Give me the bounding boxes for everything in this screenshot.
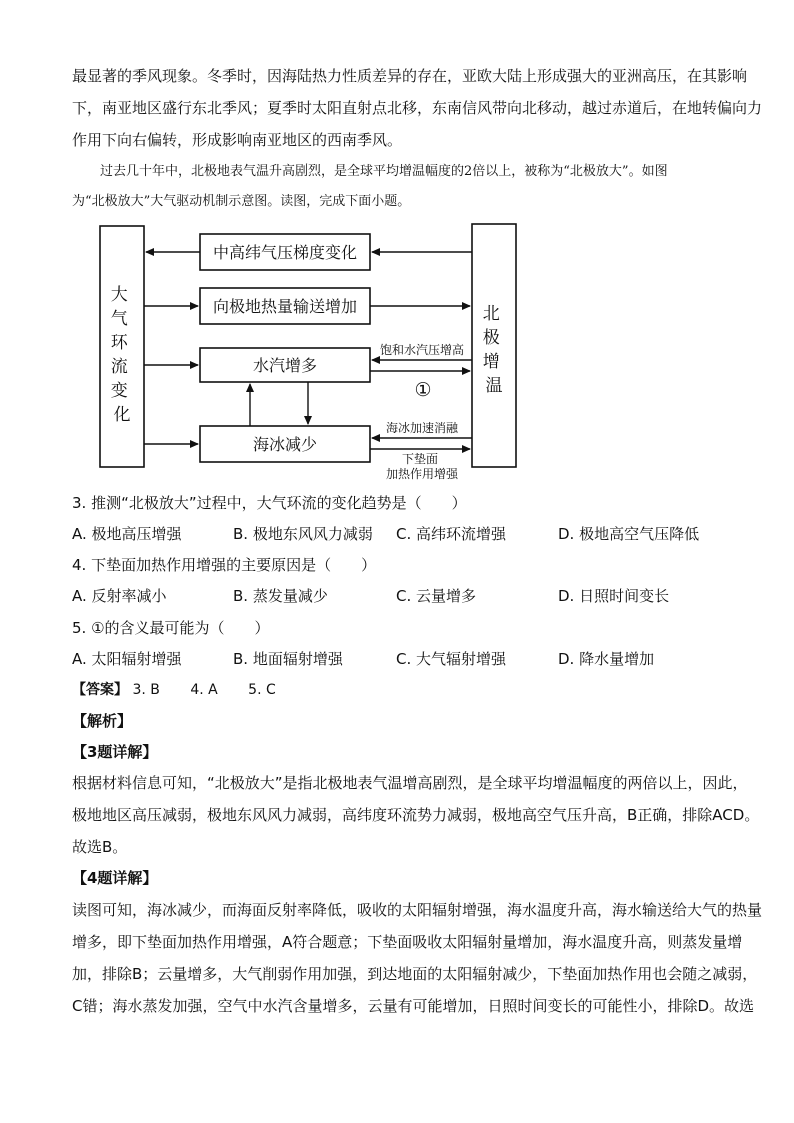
question-3-option-d: D. 极地高空气压降低 [558,525,700,543]
analysis-label: 【解析】 [72,712,133,730]
question-3-option-b: B. 极地东风风力减弱 [233,525,373,543]
heat-transport-label: 向极地热量输送增加 [212,297,358,316]
answer-5: 5. C [248,682,276,698]
arctic-warming-label: 北 极 增 温 [482,304,503,396]
question-5-option-d: D. 降水量增加 [558,650,655,668]
water-vapor-label: 水汽增多 [252,356,318,375]
arctic-amplification-diagram [0,220,794,480]
detail-3-title: 【3题详解】 [72,743,158,761]
question-3-stem: 3. 推测“北极放大”过程中，大气环流的变化趋势是（ ） [72,494,467,512]
label-surface-2: 加热作用增强 [385,467,459,480]
answer-3: 3. B [132,682,160,698]
detail-3-line-1: 根据材料信息可知，“北极放大”是指北极地表气温增高剧烈，是全球平均增温幅度的两倍以上，因此， [72,774,748,792]
intro-line-3: 作用下向右偏转，形成影响南亚地区的西南季风。 [72,131,403,149]
material-line-2: 为“北极放大”大气驱动机制示意图。读图，完成下面小题。 [72,194,411,209]
label-circle-one: ① [414,379,432,401]
question-3-option-c: C. 高纬环流增强 [396,525,507,543]
question-4-stem: 4. 下垫面加热作用增强的主要原因是（ ） [72,556,377,574]
label-surface-1: 下垫面 [401,452,439,466]
question-5-option-a: A. 太阳辐射增强 [72,650,182,668]
question-5-stem: 5. ①的含义最可能为（ ） [72,619,270,637]
label-ice-melt: 海冰加速消融 [385,421,459,435]
intro-line-1: 最显著的季风现象。冬季时，因海陆热力性质差异的存在，亚欧大陆上形成强大的亚洲高压，在其影响 [72,67,748,85]
question-5-option-b: B. 地面辐射增强 [233,650,343,668]
sea-ice-label: 海冰减少 [252,435,318,454]
answer-line [72,680,276,700]
detail-4-line-3: 加，排除B；云量增多，大气削弱作用加强，到达地面的太阳辐射减少，下垫面加热作用也会随之减弱， [72,965,758,983]
question-4-option-c: C. 云量增多 [396,587,477,605]
pressure-gradient-label: 中高纬气压梯度变化 [212,243,358,262]
answer-label: 【答案】 [72,682,128,698]
answer-4: 4. A [190,682,218,698]
question-5-option-c: C. 大气辐射增强 [396,650,507,668]
atmospheric-circulation-label: 大 气 环 流 变 化 [110,285,131,425]
question-4-option-b: B. 蒸发量减少 [233,587,328,605]
question-4-option-a: A. 反射率减小 [72,587,167,605]
question-4-option-d: D. 日照时间变长 [558,587,670,605]
intro-line-2: 下，南亚地区盛行东北季风；夏季时太阳直射点北移，东南信风带向北移动，越过赤道后，在地转偏向力 [72,99,763,117]
detail-4-line-1: 读图可知，海冰减少，而海面反射率降低，吸收的太阳辐射增强，海水温度升高，海水输送给大气的热量 [72,901,763,919]
detail-4-title: 【4题详解】 [72,869,158,887]
detail-4-line-2: 增多，即下垫面加热作用增强，A符合题意；下垫面吸收太阳辐射量增加，海水温度升高，则蒸发量增 [72,933,743,951]
detail-4-line-4: C错；海水蒸发加强，空气中水汽含量增多，云量有可能增加，日照时间变长的可能性小，排除D。故选 [72,997,755,1015]
detail-3-line-3: 故选B。 [72,838,128,856]
question-3-option-a: A. 极地高压增强 [72,525,182,543]
label-saturation: 饱和水汽压增高 [379,343,465,357]
detail-3-line-2: 极地地区高压减弱，极地东风风力减弱，高纬度环流势力减弱，极地高空气压升高，B正确，排除ACD。 [72,806,760,824]
material-line-1: 过去几十年中，北极地表气温升高剧烈，是全球平均增温幅度的2倍以上，被称为“北极放大”。如图 [100,164,668,179]
